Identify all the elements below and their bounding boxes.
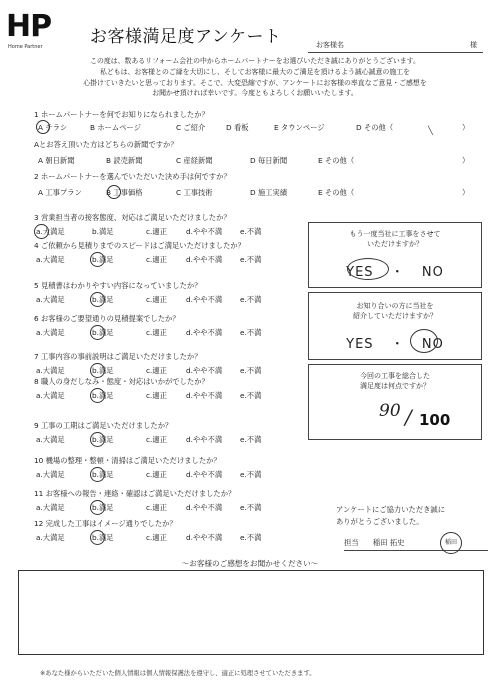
rating-option[interactable]: b.満足	[92, 391, 114, 400]
rated-question-label: 7 工事内容の事前説明はご満足いただけましたか？	[34, 352, 202, 361]
rating-option[interactable]: d.やや不満	[186, 391, 223, 400]
answer-circle-mark	[36, 120, 50, 134]
no-option[interactable]: NO	[421, 265, 444, 280]
box-text: もう一度当社に工事をさせて	[349, 230, 441, 238]
option: ）	[462, 156, 470, 165]
staff-seal-stamp: 稲田	[440, 532, 462, 554]
rated-question-label: 10 機場の整理・整頓・清掃はご満足いただけましたか？	[34, 456, 221, 465]
overall-score-box	[308, 364, 482, 440]
rating-option[interactable]: b.満足	[92, 435, 114, 444]
rating-option[interactable]: a.大満足	[36, 366, 65, 375]
rating-option[interactable]: e.不満	[240, 503, 262, 512]
rating-option[interactable]: e.不満	[240, 435, 262, 444]
logo-mark: HP	[6, 9, 52, 44]
rating-option[interactable]: b.満足	[92, 295, 114, 304]
rating-option[interactable]: b.満足	[92, 227, 114, 236]
rated-question-label: 9 工事の工期はご満足いただけましたか？	[34, 421, 173, 430]
staff-label: 担当	[344, 538, 359, 547]
rating-option[interactable]: d.やや不満	[186, 295, 223, 304]
rating-option[interactable]: d.やや不満	[186, 227, 223, 236]
box-text: 紹介していただけますか？	[353, 312, 437, 320]
answer-circle-mark	[90, 325, 105, 340]
rating-option[interactable]: b.満足	[92, 328, 114, 337]
option[interactable]: A 工事プラン	[38, 188, 82, 197]
option[interactable]: D その他（	[356, 123, 394, 132]
answer-circle-mark	[34, 224, 49, 239]
rated-question-label: 11 お客様への報告・連絡・確認はご満足いただけましたか？	[34, 489, 236, 498]
option[interactable]: C ご紹介	[176, 123, 206, 132]
separator: ・	[390, 337, 405, 352]
staff-name: 稲田 拓史	[372, 538, 405, 547]
no-option[interactable]: NO	[421, 337, 444, 352]
rating-option[interactable]: d.やや不満	[186, 366, 223, 375]
rating-option[interactable]: b.満足	[92, 503, 114, 512]
comment-box[interactable]	[18, 570, 484, 655]
option[interactable]: B 工事価格	[106, 188, 143, 197]
option[interactable]: B 読売新聞	[106, 156, 143, 165]
logo	[6, 9, 84, 56]
rating-option[interactable]: b.満足	[92, 366, 114, 375]
option[interactable]: D 看板	[226, 123, 249, 132]
newspaper-question-label: Aとお答え頂いた方はどちらの新聞ですか？	[34, 140, 178, 149]
pen-stroke-icon: ╲	[428, 126, 433, 135]
name-suffix-label: 様	[470, 41, 477, 49]
rating-option[interactable]: e.不満	[240, 470, 262, 479]
rating-option[interactable]: d.やや不満	[186, 328, 223, 337]
score-value[interactable]: 90	[379, 401, 401, 421]
rating-option[interactable]: d.やや不満	[186, 503, 223, 512]
answer-circle-mark	[410, 329, 438, 353]
answer-circle-mark	[90, 530, 105, 545]
rating-option[interactable]: a.大満足	[36, 533, 65, 542]
option[interactable]: A 朝日新聞	[38, 156, 75, 165]
rated-question-label: 5 見積書はわかりやすい内容になっていましたか？	[34, 281, 202, 290]
rating-option[interactable]: e.不満	[240, 227, 262, 236]
answer-circle-mark	[90, 363, 105, 378]
option[interactable]: E その他（	[318, 188, 355, 197]
box-text: 満足度は何点ですか？	[360, 382, 430, 390]
rating-option[interactable]: c.適正	[146, 391, 167, 400]
answer-circle-mark	[90, 252, 105, 267]
option: ）	[462, 188, 470, 197]
rating-option[interactable]: c.適正	[146, 470, 167, 479]
rated-question-label: 4 ご依頼から見積りまでのスピードはご満足いただけましたか？	[34, 241, 245, 250]
logo-subtitle: Home Partner	[8, 44, 43, 50]
rating-option[interactable]: a.大満足	[36, 503, 65, 512]
rating-option[interactable]: e.不満	[240, 533, 262, 542]
rating-option[interactable]: a.大満足	[36, 470, 65, 479]
rating-option[interactable]: e.不満	[240, 255, 262, 264]
closing-message: アンケートにご協力いただき誠に ありがとうございました。	[336, 505, 446, 526]
answer-circle-mark	[90, 432, 105, 447]
rating-option[interactable]: a.大満足	[36, 328, 65, 337]
rated-question-label: 3 営業担当者の接客態度、対応はご満足いただけましたか？	[34, 213, 231, 222]
comment-heading: 〜お客様のご感想をお聞かせください〜	[181, 559, 319, 568]
rating-option[interactable]: b.満足	[92, 533, 114, 542]
rating-option[interactable]: c.適正	[146, 295, 167, 304]
yes-no-choice	[309, 333, 481, 352]
option[interactable]: E タウンページ	[274, 123, 325, 132]
referral-box	[308, 292, 482, 360]
rating-option[interactable]: d.やや不満	[186, 435, 223, 444]
rating-option[interactable]: c.適正	[146, 227, 167, 236]
rating-option[interactable]: c.適正	[146, 533, 167, 542]
answer-circle-mark	[90, 500, 105, 515]
score-total: 100	[419, 411, 451, 429]
rating-option[interactable]: b.満足	[92, 255, 114, 264]
rating-option[interactable]: a.大満足	[36, 227, 65, 236]
option[interactable]: C 工事技術	[176, 188, 213, 197]
rating-option[interactable]: a.大満足	[36, 435, 65, 444]
yes-option[interactable]: YES	[346, 265, 374, 280]
box-text: 今回の工事を総合した	[360, 372, 430, 380]
customer-name-field[interactable]	[308, 36, 483, 53]
rating-option[interactable]: b.満足	[92, 470, 114, 479]
option[interactable]: D 毎日新聞	[250, 156, 288, 165]
box-text: お知り合いの方に当社を	[356, 302, 434, 310]
answer-circle-mark	[107, 185, 121, 199]
rating-option[interactable]: c.適正	[146, 328, 167, 337]
rating-option[interactable]: e.不満	[240, 366, 262, 375]
score-slash: /	[405, 405, 412, 429]
option[interactable]: C 産経新聞	[176, 156, 213, 165]
rating-option[interactable]: e.不満	[240, 328, 262, 337]
repeat-order-box	[308, 222, 482, 288]
rating-option[interactable]: c.適正	[146, 503, 167, 512]
separator: ・	[390, 265, 405, 280]
question-1-label: 1 ホームパートナーを何でお知りになられましたか？	[34, 110, 209, 119]
yes-no-choice	[309, 261, 481, 280]
option[interactable]: E その他（	[318, 156, 355, 165]
yes-option[interactable]: YES	[346, 337, 374, 352]
privacy-footer: ※あなた様からいただいた個人情報は個人情報保護法を遵守し、適正に処理させていただきます。	[40, 670, 316, 677]
option[interactable]: A チラシ	[38, 123, 68, 132]
answer-circle-mark	[90, 292, 105, 307]
question-2-label: 2 ホームパートナーを選んでいただいた決め手は何ですか？	[34, 172, 231, 181]
rating-option[interactable]: a.大満足	[36, 255, 65, 264]
rating-option[interactable]: c.適正	[146, 366, 167, 375]
answer-circle-mark	[90, 467, 105, 482]
rating-option[interactable]: d.やや不満	[186, 470, 223, 479]
answer-circle-mark	[347, 258, 389, 280]
answer-circle-mark	[90, 388, 105, 403]
rating-option[interactable]: c.適正	[146, 435, 167, 444]
rating-option[interactable]: a.大満足	[36, 295, 65, 304]
page-title: お客様満足度アンケート	[90, 27, 282, 47]
rating-option[interactable]: e.不満	[240, 391, 262, 400]
rating-option[interactable]: c.適正	[146, 255, 167, 264]
rating-option[interactable]: d.やや不満	[186, 533, 223, 542]
rated-question-label: 6 お客様のご要望通りの見積提案でしたか？	[34, 314, 180, 323]
rating-option[interactable]: d.やや不満	[186, 255, 223, 264]
option: ）	[462, 123, 470, 132]
rating-option[interactable]: a.大満足	[36, 391, 65, 400]
staff-line	[344, 538, 488, 548]
option[interactable]: B ホームページ	[90, 123, 141, 132]
rated-question-label: 12 完成した工事はイメージ通りでしたか？	[34, 519, 177, 528]
option[interactable]: D 施工実績	[250, 188, 288, 197]
box-text: いただけますか？	[367, 240, 423, 248]
name-prefix-label: お客様名	[316, 41, 344, 49]
rating-option[interactable]: e.不満	[240, 295, 262, 304]
intro-text: この度は、数あるリフォーム会社の中からホームパートナーをお選びいただき誠にありがとうございます。 私どもは、お客様とのご縁を大切にし、そしてお客様に最大のご満足を頂けるよう誠心誠意の施工を 心掛けていきたいと思っております。そこで、大変恐縮ですが、アンケートにお客様の率直なご意見・ご感想を お聞かせ頂ければ幸いです。今度ともよろしくお願いいたします。	[83, 57, 427, 98]
rated-question-label: 8 職人の身だしなみ・態度・対応はいかがでしたか？	[34, 377, 209, 386]
